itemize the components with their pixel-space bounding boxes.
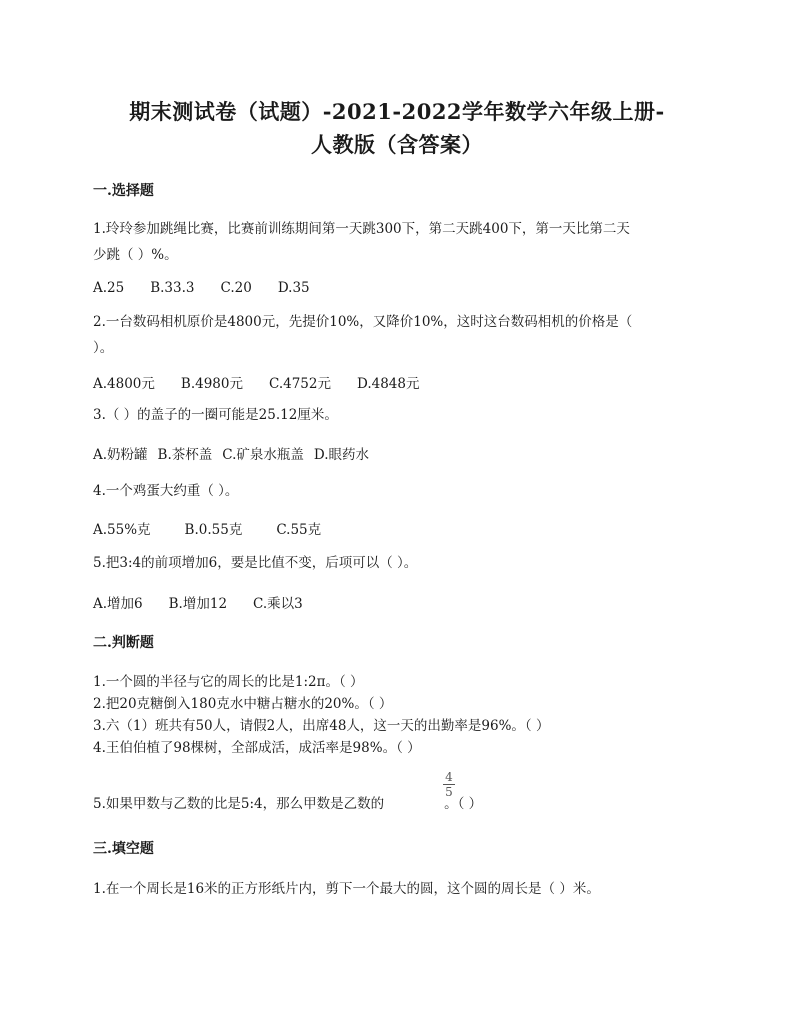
option: D.35: [277, 280, 310, 296]
choice-q1: [93, 216, 703, 268]
title-line-2: 人教版（含答案）: [311, 132, 483, 157]
choice-q3: 3.（ ）的盖子的一圈可能是25.12厘米。: [93, 407, 338, 423]
judge-q4: 4.王伯伯植了98棵树，全部成活，成活率是98%。（ ）: [93, 740, 421, 756]
option: B.33.3: [150, 280, 195, 296]
choice-q1-line2: 少跳（ ）%。: [93, 247, 178, 263]
fraction-numerator: 4: [445, 770, 453, 784]
option: C.矿泉水瓶盖: [222, 447, 304, 463]
judge-q1: 1.一个圆的半径与它的周长的比是1:2π。（ ）: [93, 674, 364, 690]
judge-q3: 3.六（1）班共有50人，请假2人，出席48人，这一天的出勤率是96%。（ ）: [93, 718, 550, 734]
choice-q1-line1: 1.玲玲参加跳绳比赛，比赛前训练期间第一天跳300下，第二天跳400下，第一天比第二天: [93, 221, 630, 237]
fraction-denominator: 5: [445, 785, 453, 799]
choice-q5-options: [93, 592, 329, 612]
choice-q4: 4.一个鸡蛋大约重（ ）。: [93, 483, 239, 499]
choice-q2-line1: 2.一台数码相机原价是4800元，先提价10%，又降价10%，这时这台数码相机的价格是（: [93, 314, 633, 330]
judge-list: [93, 671, 703, 759]
option: A.25: [93, 280, 125, 296]
choice-q5: 5.把3:4的前项增加6，要是比值不变，后项可以（ ）。: [93, 555, 418, 571]
option: B.4980元: [180, 376, 243, 392]
section-choice-heading: 一.选择题: [93, 183, 154, 199]
option: C.20: [220, 280, 252, 296]
judge-q5-tail: 。（ ）: [444, 796, 483, 812]
choice-q2-line2: ）。: [93, 340, 114, 356]
option: B.茶杯盖: [157, 447, 213, 463]
choice-q2-options: [93, 372, 445, 392]
option: A.增加6: [93, 596, 143, 612]
judge-q5-text: 5.如果甲数与乙数的比是5:4，那么甲数是乙数的: [93, 796, 385, 812]
option: A.55%克: [93, 522, 151, 538]
option: A.4800元: [93, 376, 155, 392]
section-fill-heading: 三.填空题: [93, 841, 154, 857]
choice-q3-options: [93, 443, 395, 463]
judge-q2: 2.把20克糖倒入180克水中糖占糖水的20%。（ ）: [93, 696, 393, 712]
option: C.55克: [276, 522, 322, 538]
option: C.乘以3: [253, 596, 303, 612]
option: D.眼药水: [313, 447, 370, 463]
option: C.4752元: [268, 376, 331, 392]
fill-q1: 1.在一个周长是16米的正方形纸片内，剪下一个最大的圆，这个圆的周长是（ ）米。: [93, 881, 600, 897]
choice-q2: [93, 309, 703, 361]
option: D.4848元: [356, 376, 420, 392]
option: B.0.55克: [184, 522, 243, 538]
choice-q4-options: [93, 518, 347, 538]
option: A.奶粉罐: [93, 447, 148, 463]
choice-q1-options: [93, 280, 336, 296]
judge-q5: [93, 791, 703, 817]
option: B.增加12: [168, 596, 228, 612]
fraction-four-fifths: [441, 770, 457, 799]
title-line-1: 期末测试卷（试题）-2021-2022学年数学六年级上册-: [129, 99, 665, 124]
section-judge-heading: 二.判断题: [93, 635, 154, 651]
